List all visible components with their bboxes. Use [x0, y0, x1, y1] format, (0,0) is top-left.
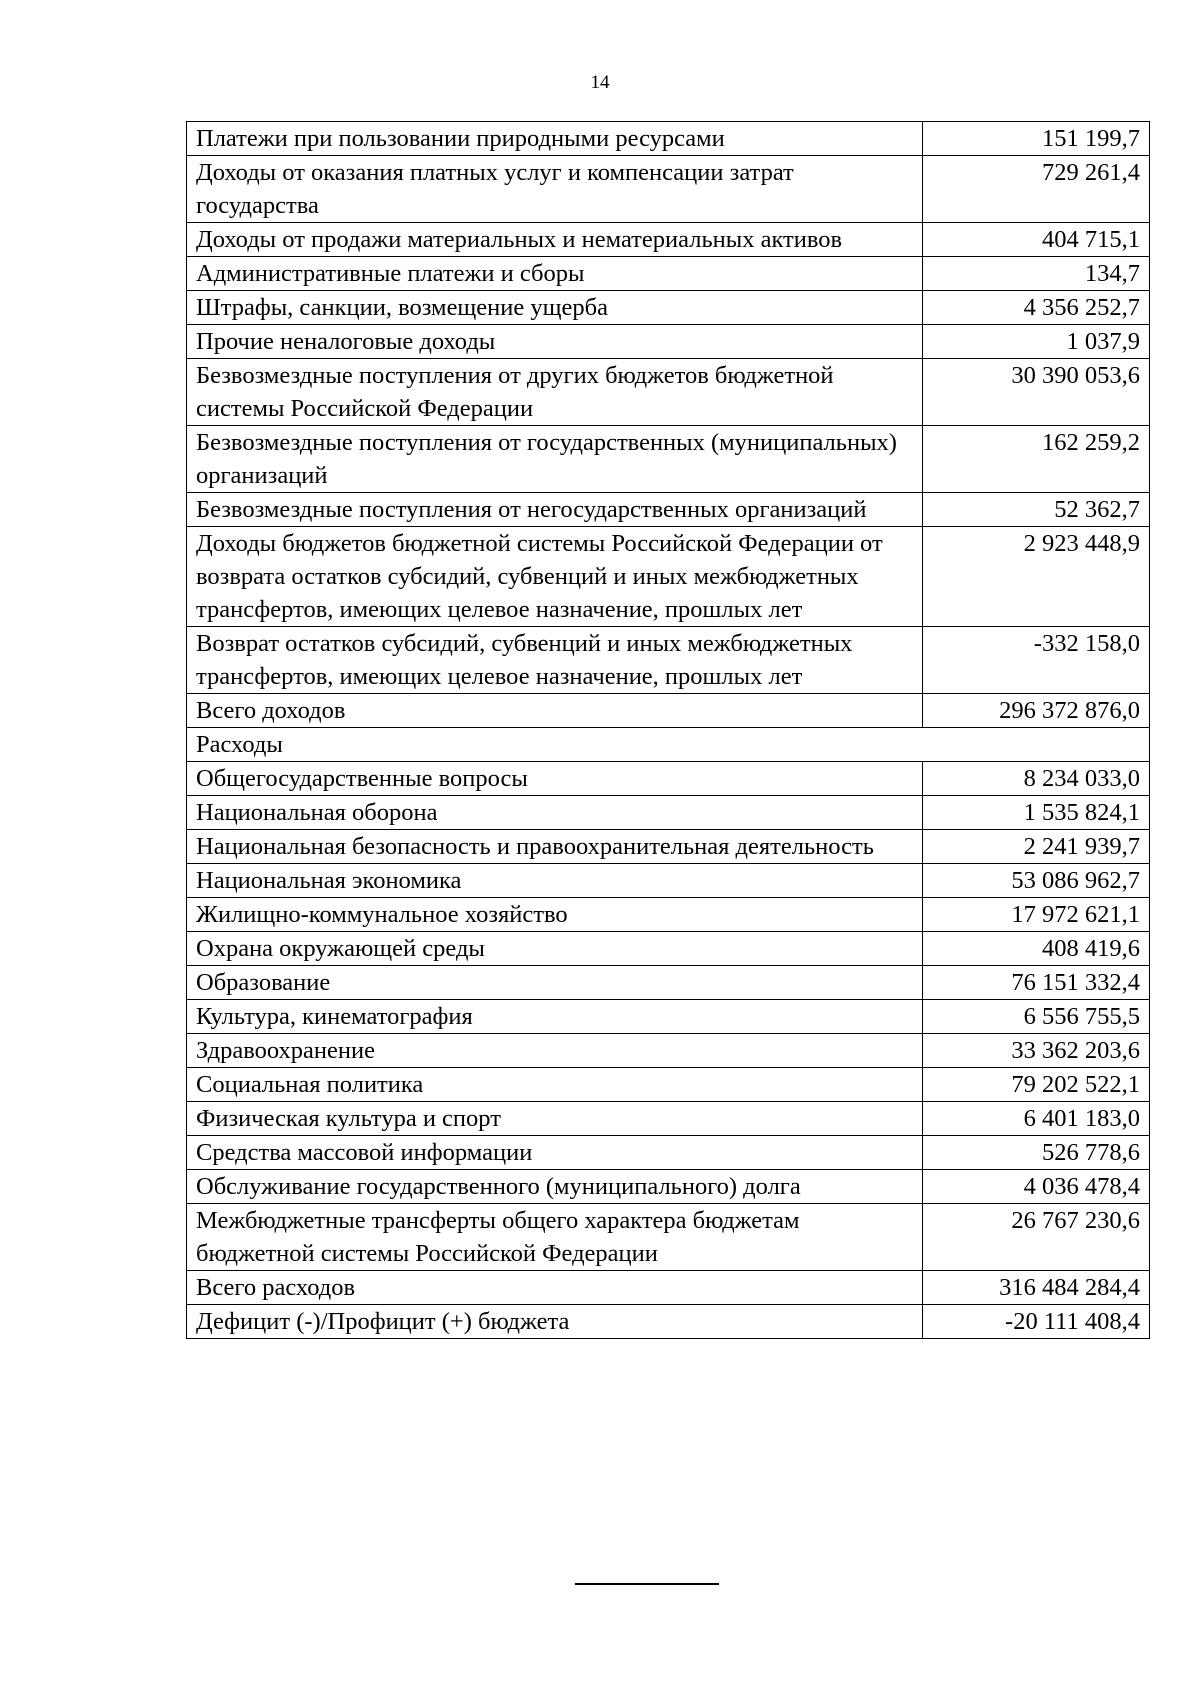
table-row: [187, 627, 1150, 694]
table-row: [187, 257, 1150, 291]
expenses-heading: Расходы: [187, 728, 1150, 762]
row-label: Межбюджетные трансферты общего характера бюджетам бюджетной системы Российской Федерации: [187, 1204, 923, 1271]
row-label: Национальная безопасность и правоохранительная деятельность: [187, 830, 923, 864]
row-value: 53 086 962,7: [923, 864, 1150, 898]
row-label: Социальная политика: [187, 1068, 923, 1102]
row-label: Общегосударственные вопросы: [187, 762, 923, 796]
row-value: 17 972 621,1: [923, 898, 1150, 932]
row-value: 2 241 939,7: [923, 830, 1150, 864]
row-value: 6 401 183,0: [923, 1102, 1150, 1136]
total-expenses-value: 316 484 284,4: [923, 1271, 1150, 1305]
row-label: Образование: [187, 966, 923, 1000]
row-label: Национальная оборона: [187, 796, 923, 830]
row-label: Возврат остатков субсидий, субвенций и иных межбюджетных трансфертов, имеющих целевое назначение, прошлых лет: [187, 627, 923, 694]
total-income-row: [187, 694, 1150, 728]
table-row: [187, 1034, 1150, 1068]
row-label: Жилищно-коммунальное хозяйство: [187, 898, 923, 932]
table-row: [187, 932, 1150, 966]
budget-table-body: [187, 122, 1150, 1339]
deficit-value: -20 111 408,4: [923, 1305, 1150, 1339]
table-row: [187, 762, 1150, 796]
row-value: 162 259,2: [923, 426, 1150, 493]
row-label: Доходы бюджетов бюджетной системы Российской Федерации от возврата остатков субсидий, субвенций и иных межбюджетных трансфертов, имеющих целевое назначение, прошлых лет: [187, 527, 923, 627]
row-value: 526 778,6: [923, 1136, 1150, 1170]
row-value: 33 362 203,6: [923, 1034, 1150, 1068]
row-value: 151 199,7: [923, 122, 1150, 156]
table-row: [187, 1102, 1150, 1136]
row-label: Национальная экономика: [187, 864, 923, 898]
table-row: [187, 493, 1150, 527]
table-row: [187, 223, 1150, 257]
row-value: 408 419,6: [923, 932, 1150, 966]
row-value: 134,7: [923, 257, 1150, 291]
row-value: 52 362,7: [923, 493, 1150, 527]
page-number: 14: [590, 72, 610, 93]
row-label: Штрафы, санкции, возмещение ущерба: [187, 291, 923, 325]
row-label: Физическая культура и спорт: [187, 1102, 923, 1136]
row-label: Безвозмездные поступления от государственных (муниципальных) организаций: [187, 426, 923, 493]
row-value: 1 535 824,1: [923, 796, 1150, 830]
row-value: 79 202 522,1: [923, 1068, 1150, 1102]
deficit-row: [187, 1305, 1150, 1339]
table-row: [187, 291, 1150, 325]
row-label: Безвозмездные поступления от негосударственных организаций: [187, 493, 923, 527]
table-row: [187, 156, 1150, 223]
row-value: 30 390 053,6: [923, 359, 1150, 426]
row-label: Прочие неналоговые доходы: [187, 325, 923, 359]
total-income-label: Всего доходов: [187, 694, 923, 728]
budget-table: [186, 121, 1150, 1339]
table-row: [187, 1068, 1150, 1102]
row-value: -332 158,0: [923, 627, 1150, 694]
deficit-label: Дефицит (-)/Профицит (+) бюджета: [187, 1305, 923, 1339]
table-row: [187, 122, 1150, 156]
table-row: [187, 1136, 1150, 1170]
total-income-value: 296 372 876,0: [923, 694, 1150, 728]
row-value: 729 261,4: [923, 156, 1150, 223]
table-row: [187, 325, 1150, 359]
table-row: [187, 527, 1150, 627]
row-value: 26 767 230,6: [923, 1204, 1150, 1271]
end-of-document-rule: [575, 1583, 719, 1585]
row-label: Здравоохранение: [187, 1034, 923, 1068]
row-label: Доходы от продажи материальных и нематериальных активов: [187, 223, 923, 257]
row-label: Охрана окружающей среды: [187, 932, 923, 966]
total-expenses-row: [187, 1271, 1150, 1305]
table-row: [187, 1000, 1150, 1034]
row-value: 76 151 332,4: [923, 966, 1150, 1000]
table-row: [187, 830, 1150, 864]
expenses-heading-row: [187, 728, 1150, 762]
row-label: Доходы от оказания платных услуг и компенсации затрат государства: [187, 156, 923, 223]
row-value: 6 556 755,5: [923, 1000, 1150, 1034]
row-value: 1 037,9: [923, 325, 1150, 359]
row-label: Обслуживание государственного (муниципального) долга: [187, 1170, 923, 1204]
table-row: [187, 1204, 1150, 1271]
table-row: [187, 359, 1150, 426]
table-row: [187, 796, 1150, 830]
row-value: 4 036 478,4: [923, 1170, 1150, 1204]
row-value: 4 356 252,7: [923, 291, 1150, 325]
row-value: 2 923 448,9: [923, 527, 1150, 627]
total-expenses-label: Всего расходов: [187, 1271, 923, 1305]
row-label: Средства массовой информации: [187, 1136, 923, 1170]
row-value: 8 234 033,0: [923, 762, 1150, 796]
row-label: Платежи при пользовании природными ресурсами: [187, 122, 923, 156]
row-label: Культура, кинематография: [187, 1000, 923, 1034]
row-label: Административные платежи и сборы: [187, 257, 923, 291]
table-row: [187, 864, 1150, 898]
table-row: [187, 426, 1150, 493]
row-label: Безвозмездные поступления от других бюджетов бюджетной системы Российской Федерации: [187, 359, 923, 426]
table-row: [187, 966, 1150, 1000]
row-value: 404 715,1: [923, 223, 1150, 257]
table-row: [187, 1170, 1150, 1204]
table-row: [187, 898, 1150, 932]
